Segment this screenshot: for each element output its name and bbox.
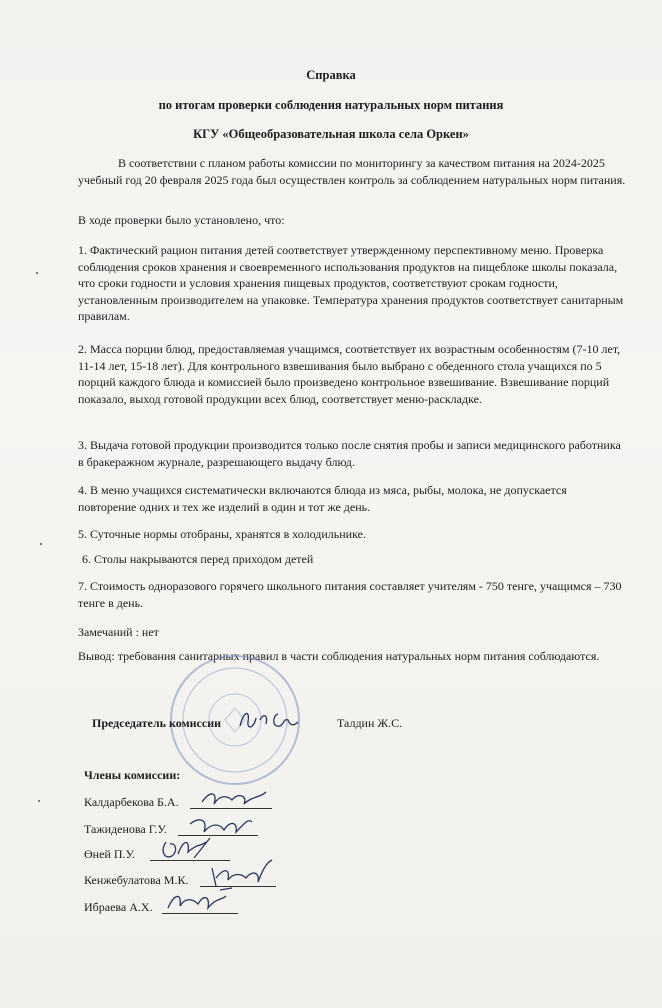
finding-item-1: 1. Фактический рацион питания детей соответствует утвержденному перспективному меню. Проверка соблюдения сроков хранения и своевременного использования продуктов на пищеблоке школы показала, что сроки годности и условия хранения пищевых продуктов, соответствуют срокам годности, установленным производителем на упаковке. Температура хранения продуктов соответствует санитарным правилам. xyxy=(78,243,624,323)
member-name: Өней П.У. xyxy=(84,847,136,861)
document-title: Справка xyxy=(306,68,356,82)
chair-signature-icon xyxy=(234,704,304,734)
scan-speck xyxy=(40,543,42,545)
member-signature-icon xyxy=(164,886,236,916)
finding-item-5: 5. Суточные нормы отобраны, хранятся в холодильнике. xyxy=(78,527,366,541)
scan-speck xyxy=(38,800,40,802)
finding-item-3: 3. Выдача готовой продукции производится только после снятия пробы и записи медицинского работника в бракеражном журнале, разрешающего выдачу блюд. xyxy=(78,438,621,469)
scan-speck xyxy=(36,272,38,274)
finding-item-4: 4. В меню учащихся систематически включаются блюда из мяса, рыбы, молока, не допускается повторение одних и тех же изделий в один и тот же день. xyxy=(78,483,567,514)
remarks-line: Замечаний : нет xyxy=(78,625,159,639)
chair-name: Талдин Ж.С. xyxy=(337,716,403,730)
member-name: Калдарбекова Б.А. xyxy=(84,795,179,809)
intro-paragraph: В соответствии с планом работы комиссии по мониторингу за качеством питания на 2024-2025 учебный год 20 февраля 2025 года был осуществлен контроль за соблюдением натуральных норм питания. xyxy=(78,156,626,187)
finding-item-7: 7. Стоимость одноразового горячего школьного питания составляет учителям - 750 тенге, учащимся – 730 тенге в день. xyxy=(78,579,622,610)
document-subtitle: по итогам проверки соблюдения натуральных норм питания xyxy=(158,98,504,112)
organization-name: КГУ «Общеобразовательная школа села Оркен» xyxy=(193,127,469,141)
findings-intro: В ходе проверки было установлено, что: xyxy=(78,213,285,227)
conclusion-paragraph: Вывод: требования санитарных правил в части соблюдения натуральных норм питания соблюдаются. xyxy=(78,649,600,663)
finding-item-2: 2. Масса порции блюд, предоставляемая учащимся, соответствует их возрастным особенностям (7-10 лет, 11-14 лет, 15-18 лет). Для контрольного взвешивания было выбрано с обеденного стола учащихся по 5 порций каждого блюда и комиссией было произведено контрольное взвешивание. Взвешивание порций показало, выход готовой продукции всех блюд, соответствует меню-раскладке. xyxy=(78,342,621,406)
chair-label: Председатель комиссии xyxy=(92,716,222,730)
member-signature-icon xyxy=(198,786,270,812)
member-name: Ибраева А.Х. xyxy=(84,900,153,914)
member-name: Тажиденова Г.У. xyxy=(84,822,167,836)
finding-item-6: 6. Столы накрываются перед приходом детей xyxy=(82,552,314,566)
members-title: Члены комиссии: xyxy=(84,768,181,782)
member-name: Кенжебулатова М.К. xyxy=(84,873,189,887)
